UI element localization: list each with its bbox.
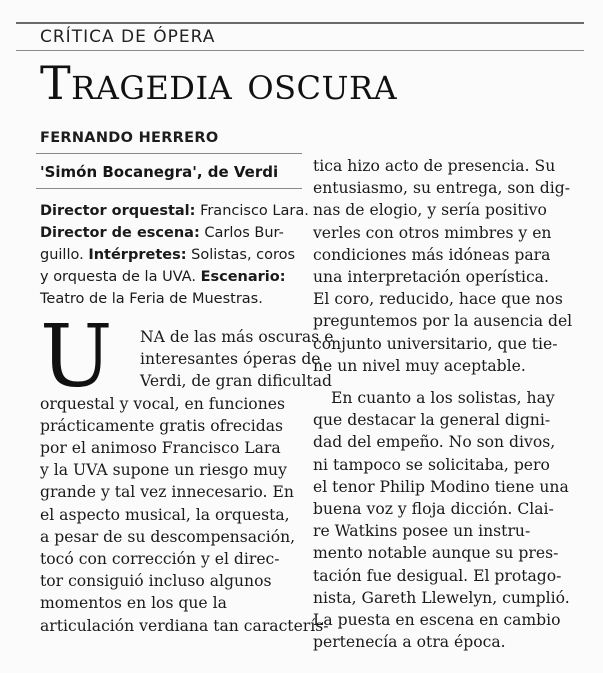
body-line: re Watkins posee un instru- (313, 522, 531, 541)
body-line: verles con otros mimbres y en (313, 223, 552, 242)
body-line: nista, Gareth Llewelyn, cumplió. (313, 588, 570, 607)
body-line: y la UVA supone un riesgo muy (40, 461, 287, 480)
paragraph-gap (313, 377, 588, 387)
drop-cap: U (40, 307, 113, 407)
body-line: orquestal y vocal, en funciones (40, 394, 285, 413)
body-line: Verdi, de gran dificultad (140, 372, 332, 391)
credit-label-escenario: Escenario: (200, 269, 286, 285)
body-line: conjunto universitario, que tie- (313, 334, 558, 353)
body-line: articulación verdiana tan caracterís- (40, 616, 329, 635)
credit-label-escena: Director de escena: (40, 225, 200, 241)
top-rule (16, 22, 584, 24)
body-line: por el animoso Francisco Lara (40, 439, 281, 458)
credit-value-escenario: Teatro de la Feria de Muestras. (40, 291, 263, 307)
body-line: buena voz y floja dicción. Clai- (313, 500, 554, 519)
credit-value-interpretes: Solistas, coros (191, 247, 296, 263)
section-label: CRÍTICA DE ÓPERA (40, 27, 216, 47)
author-byline: FERNANDO HERRERO (40, 130, 219, 146)
credits-line (40, 266, 300, 288)
body-line: el aspecto musical, la orquesta, (40, 505, 290, 524)
body-line: tica hizo acto de presencia. Su (313, 157, 556, 175)
work-rule (36, 188, 302, 189)
credits-block (40, 200, 309, 310)
body-line: El coro, reducido, hace que nos (313, 290, 563, 309)
body-line: NA de las más oscuras e (140, 328, 334, 346)
body-line: a pesar de su descompensación, (40, 527, 296, 546)
body-column-2 (313, 155, 588, 653)
section-rule (16, 50, 584, 51)
body-line: una interpretación operística. (313, 268, 549, 287)
body-line: prácticamente gratis ofrecidas (40, 416, 284, 435)
body-line: ne un nivel muy aceptable. (313, 356, 526, 375)
credit-value-director: Francisco Lara. (200, 203, 309, 219)
body-line: mento notable aunque su pres- (313, 544, 559, 563)
body-line: tor consiguió incluso algunos (40, 572, 272, 591)
body-line: condiciones más idóneas para (313, 245, 551, 264)
body-column-1 (40, 326, 334, 637)
body-line: dad del empeño. No son divos, (313, 433, 556, 452)
body-line: grande y tal vez innecesario. En (40, 483, 294, 502)
body-line: entusiasmo, su entrega, son dig- (313, 179, 570, 198)
body-line: interesantes óperas de (140, 350, 321, 369)
credit-value-interpretes-cont: y orquesta de la UVA. (40, 269, 196, 285)
credit-label-director: Director orquestal: (40, 203, 196, 219)
credits-line (40, 200, 309, 222)
body-line: pertenecía a otra época. (313, 633, 506, 652)
credits-line (40, 244, 300, 266)
credits-line (40, 222, 300, 244)
body-line: ni tampoco se solicitaba, pero (313, 455, 550, 474)
work-title: 'Simón Bocanegra', de Verdi (40, 163, 279, 181)
body-line: En cuanto a los solistas, hay (331, 389, 555, 408)
credit-label-interpretes: Intérpretes: (88, 247, 187, 263)
body-line: preguntemos por la ausencia del (313, 312, 573, 331)
credit-value-escena-cont: guillo. (40, 247, 84, 263)
body-line: momentos en los que la (40, 594, 227, 613)
body-line: La puesta en escena en cambio (313, 611, 561, 630)
body-line: tocó con corrección y el direc- (40, 550, 280, 569)
body-line: que destacar la general digni- (313, 411, 551, 430)
credit-value-escena: Carlos Bur- (204, 225, 284, 241)
byline-rule (36, 153, 302, 154)
body-line: nas de elogio, y sería positivo (313, 201, 547, 220)
body-line: tación fue desigual. El protago- (313, 566, 562, 585)
headline: Tragedia oscura (40, 56, 398, 110)
body-line: el tenor Philip Modino tiene una (313, 477, 569, 496)
